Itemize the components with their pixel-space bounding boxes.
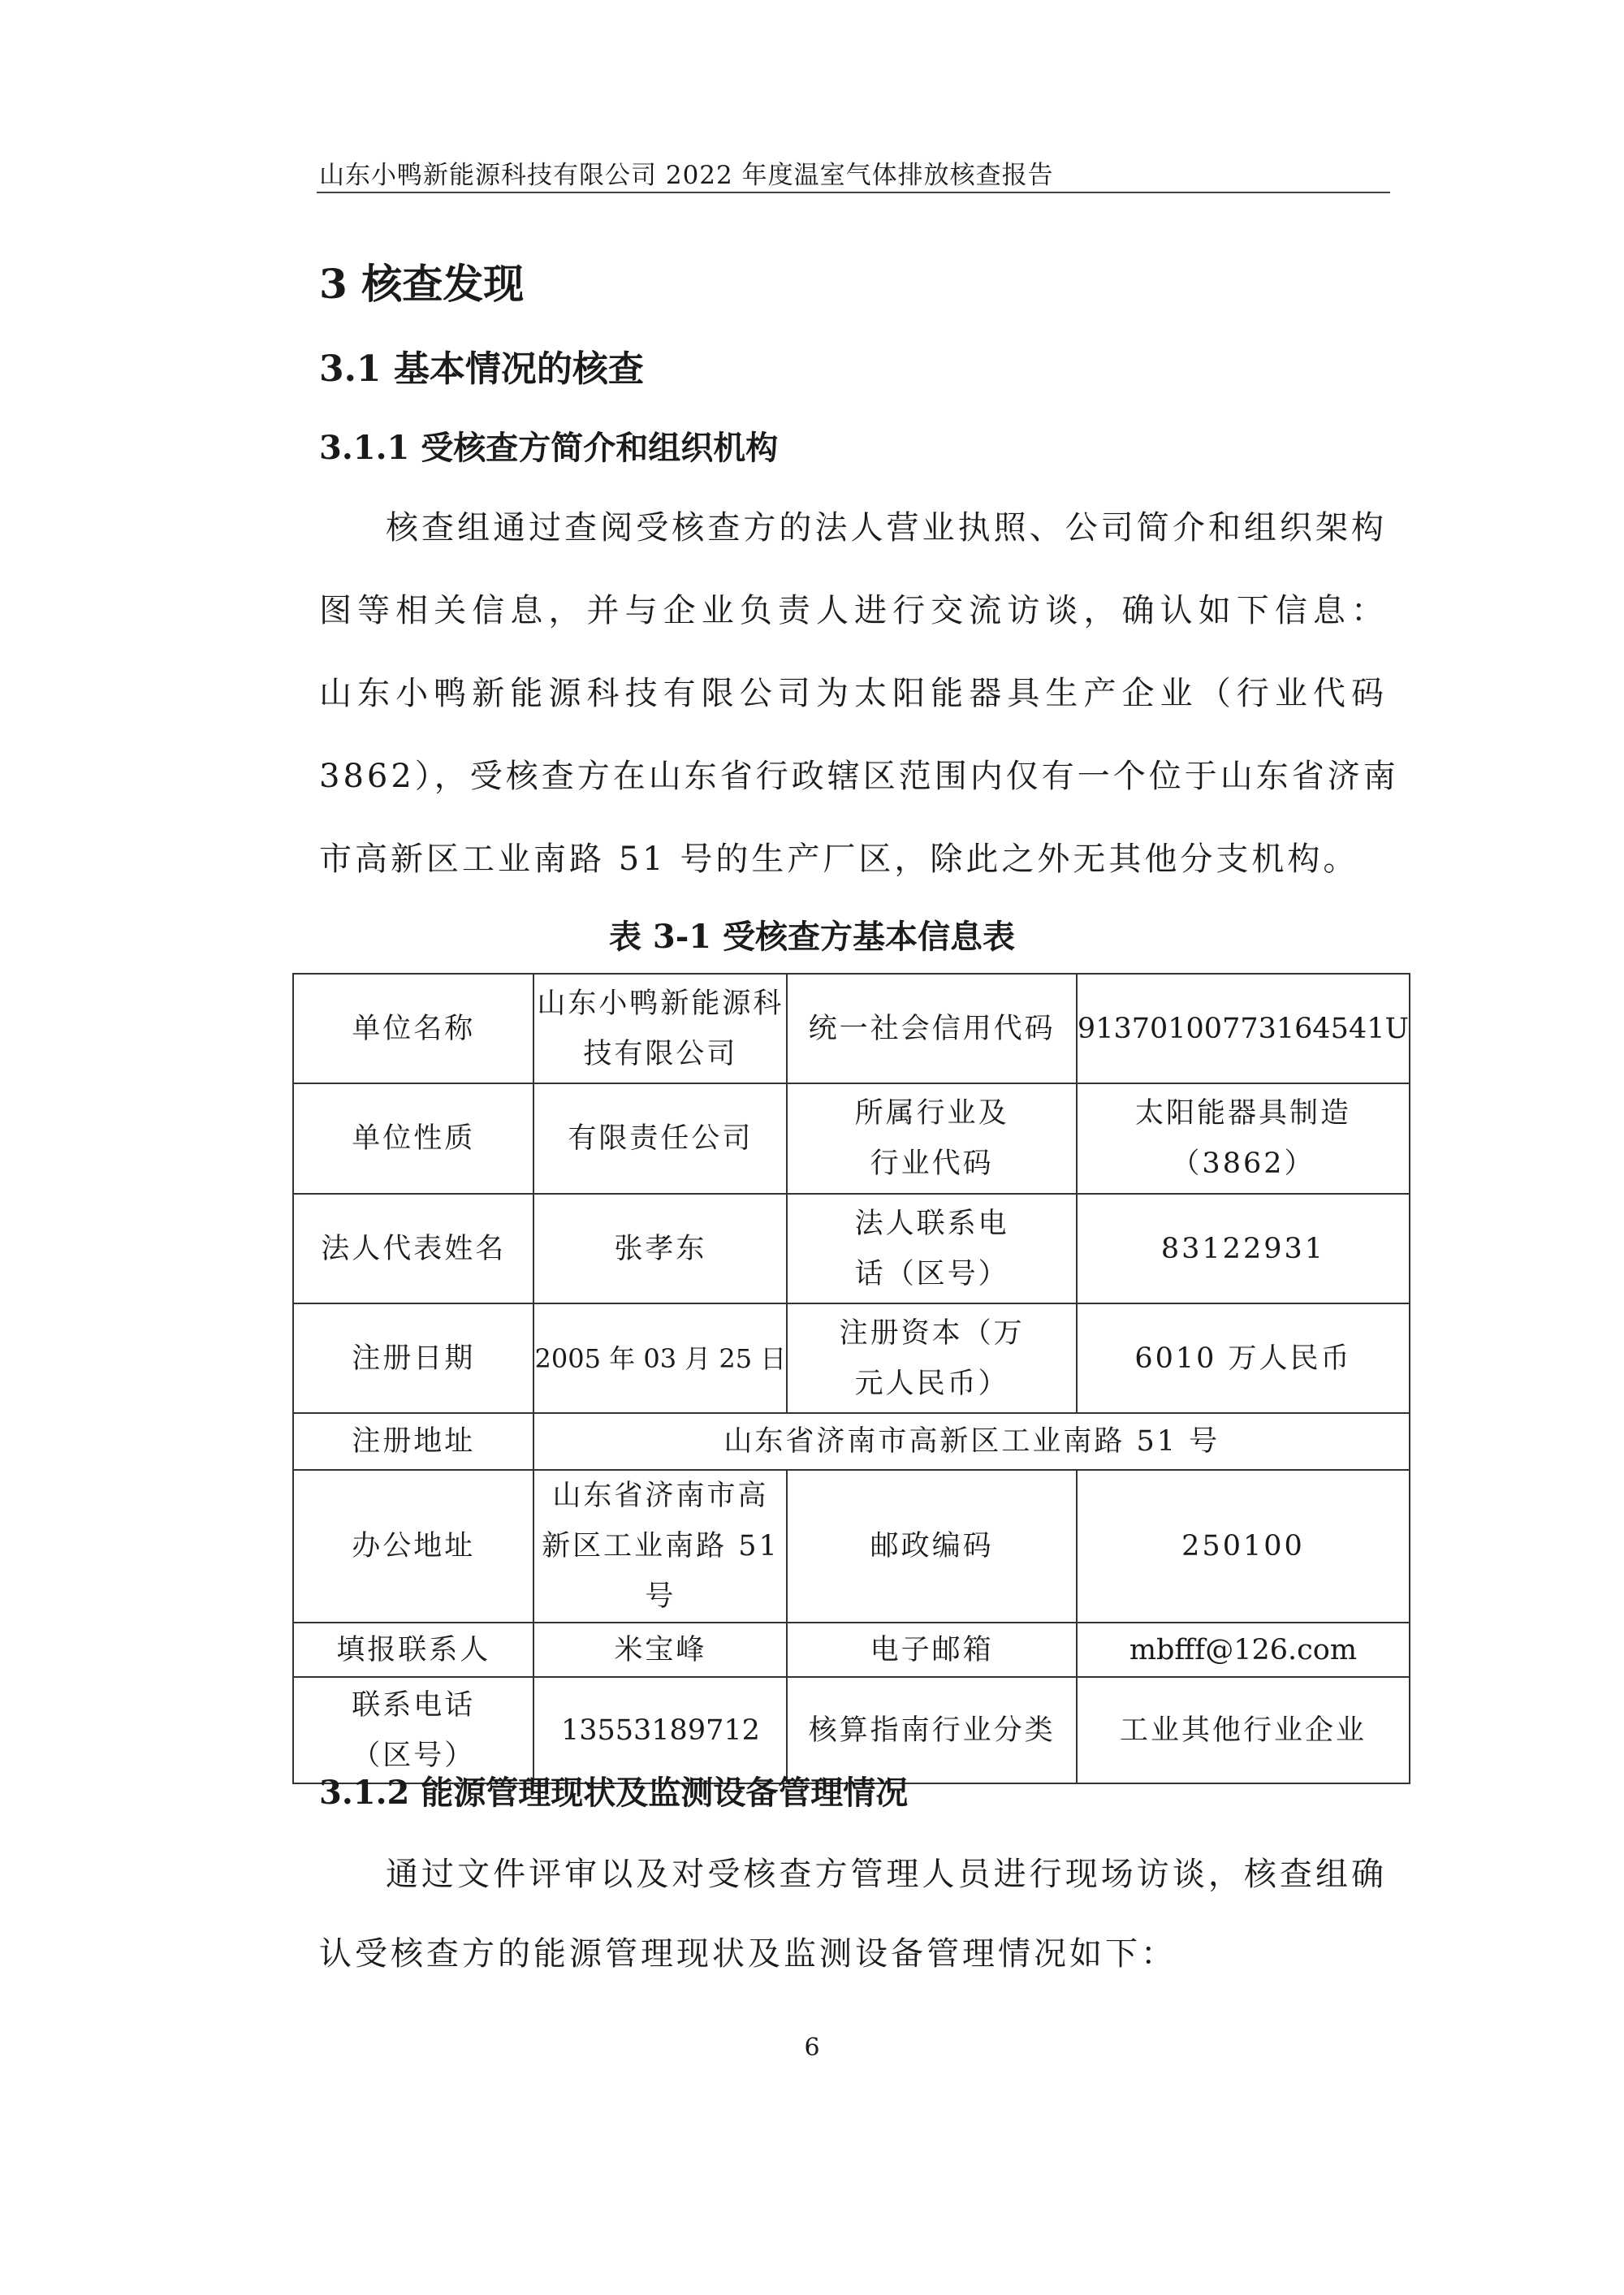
cell: 填报联系人	[293, 1623, 533, 1677]
basic-info-table	[292, 973, 1410, 1784]
cell: 法人代表姓名	[293, 1194, 533, 1303]
running-header: 山东小鸭新能源科技有限公司 2022 年度温室气体排放核查报告	[319, 161, 1054, 190]
heading-3: 3 核查发现	[319, 260, 525, 308]
table-row	[293, 1413, 1410, 1470]
cell: 太阳能器具制造（3862）	[1077, 1083, 1410, 1194]
cell: 单位名称	[293, 974, 533, 1083]
cell: 统一社会信用代码	[787, 974, 1077, 1083]
table-row	[293, 1303, 1410, 1413]
heading-3-1-1: 3.1.1 受核查方简介和组织机构	[319, 429, 779, 467]
paragraph-line: 市高新区工业南路 51 号的生产厂区，除此之外无其他分支机构。	[319, 841, 1359, 878]
cell: 注册资本（万元人民币）	[787, 1303, 1077, 1413]
cell: 办公地址	[293, 1470, 533, 1623]
paragraph-line: 图等相关信息，并与企业负责人进行交流访谈，确认如下信息：	[319, 592, 1387, 629]
cell: 13553189712	[533, 1677, 787, 1783]
cell: 83122931	[1077, 1194, 1410, 1303]
cell: 注册地址	[293, 1413, 533, 1470]
table-row	[293, 1470, 1410, 1623]
cell: 250100	[1077, 1470, 1410, 1623]
table-row	[293, 1623, 1410, 1677]
cell: 邮政编码	[787, 1470, 1077, 1623]
cell: 米宝峰	[533, 1623, 787, 1677]
heading-3-1: 3.1 基本情况的核查	[319, 348, 644, 390]
table-row	[293, 974, 1410, 1083]
cell: 山东省济南市高新区工业南路 51 号	[533, 1413, 1410, 1470]
header-rule	[317, 192, 1390, 193]
table-caption: 表 3-1 受核查方基本信息表	[608, 918, 1016, 956]
page-number: 6	[804, 2034, 820, 2062]
cell: 核算指南行业分类	[787, 1677, 1077, 1783]
cell: 工业其他行业企业	[1077, 1677, 1410, 1783]
cell: 2005 年 03 月 25 日	[533, 1303, 787, 1413]
cell: 法人联系电话（区号）	[787, 1194, 1077, 1303]
cell: 山东小鸭新能源科技有限公司	[533, 974, 787, 1083]
paragraph-line: 3862），受核查方在山东省行政辖区范围内仅有一个位于山东省济南	[319, 758, 1399, 795]
heading-3-1-2: 3.1.2 能源管理现状及监测设备管理情况	[319, 1774, 909, 1812]
table-row	[293, 1194, 1410, 1303]
paragraph-line: 核查组通过查阅受核查方的法人营业执照、公司简介和组织架构	[386, 509, 1387, 547]
paragraph-line: 认受核查方的能源管理现状及监测设备管理情况如下：	[319, 1935, 1177, 1973]
paragraph-line: 通过文件评审以及对受核查方管理人员进行现场访谈，核查组确	[386, 1856, 1387, 1893]
cell: 所属行业及行业代码	[787, 1083, 1077, 1194]
cell: 单位性质	[293, 1083, 533, 1194]
table-row	[293, 1083, 1410, 1194]
cell: mbfff@126.com	[1077, 1623, 1410, 1677]
cell: 张孝东	[533, 1194, 787, 1303]
cell: 联系电话（区号）	[293, 1677, 533, 1783]
cell: 注册日期	[293, 1303, 533, 1413]
cell: 电子邮箱	[787, 1623, 1077, 1677]
cell: 山东省济南市高新区工业南路 51 号	[533, 1470, 787, 1623]
cell: 6010 万人民币	[1077, 1303, 1410, 1413]
cell: 91370100773164541U	[1077, 974, 1410, 1083]
paragraph-line: 山东小鸭新能源科技有限公司为太阳能器具生产企业（行业代码	[319, 675, 1387, 712]
cell: 有限责任公司	[533, 1083, 787, 1194]
